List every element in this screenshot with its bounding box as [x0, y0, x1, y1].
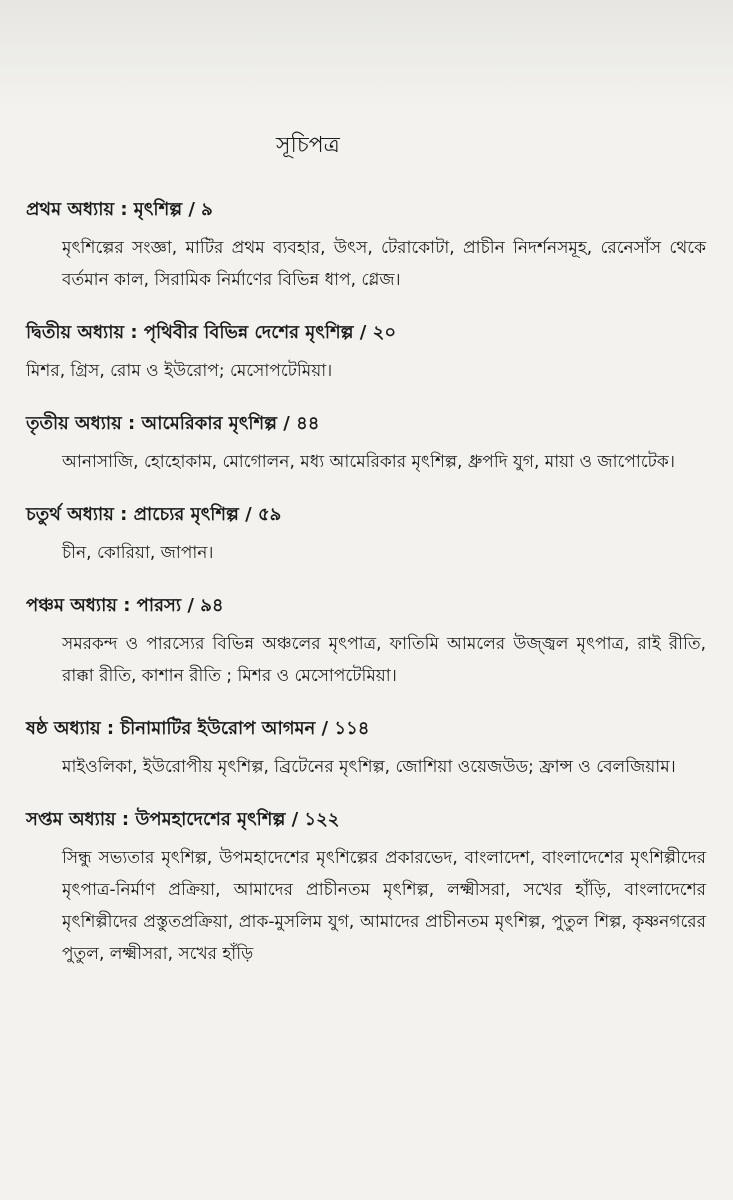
chapter-topics: সিন্ধু সভ্যতার মৃৎশিল্প, উপমহাদেশের মৃৎশিল্পের প্রকারভেদ, বাংলাদেশ, বাংলাদেশের মৃৎশিল্পীদের মৃৎপাত্র-নির্মাণ প্রক্রিয়া, আমাদের প্রাচীনতম মৃৎশিল্প, লক্ষ্মীসরা, সখের হাঁড়ি, বাংলাদেশের মৃৎশিল্পীদের প্রস্তুতপ্রক্রিয়া, প্রাক-মুসলিম যুগ, আমাদের প্রাচীনতম মৃৎশিল্প, পুতুল শিল্প, কৃষ্ণনগরের পুতুল, লক্ষ্মীসরা, সখের হাঁড়ি	[62, 848, 706, 964]
show-through-text	[0, 0, 733, 110]
chapter-5	[26, 591, 706, 692]
chapter-topics: মৃৎশিল্পের সংজ্ঞা, মাটির প্রথম ব্যবহার, উৎস, টেরাকোটা, প্রাচীন নিদর্শনসমূহ, রেনেসাঁস থেকে বর্তমান কাল, সিরামিক নির্মাণের বিভিন্ন ধাপ, গ্লেজ।	[62, 238, 706, 290]
chapter-heading: প্রথম অধ্যায় : মৃৎশিল্প / ৯	[26, 199, 213, 220]
chapter-heading: চতুর্থ অধ্যায় : প্রাচ্যের মৃৎশিল্প / ৫৯	[26, 504, 282, 525]
chapter-topics: মাইওলিকা, ইউরোপীয় মৃৎশিল্প, ব্রিটেনের মৃৎশিল্প, জোশিয়া ওয়েজউড; ফ্রান্স ও বেলজিয়াম।	[62, 757, 676, 777]
chapter-heading: ষষ্ঠ অধ্যায় : চীনামাটির ইউরোপ আগমন / ১১৪	[26, 718, 370, 739]
chapter-6	[26, 714, 706, 783]
table-of-contents	[26, 128, 706, 970]
chapter-heading: পঞ্চম অধ্যায় : পারস্য / ৯৪	[26, 595, 224, 616]
chapter-7	[26, 805, 706, 970]
chapter-4	[26, 500, 706, 569]
chapter-topics: সমরকন্দ ও পারস্যের বিভিন্ন অঞ্চলের মৃৎপাত্র, ফাতিমি আমলের উজ্জ্বল মৃৎপাত্র, রাই রীতি, রাক্কা রীতি, কাশান রীতি ; মিশর ও মেসোপটেমিয়া।	[62, 634, 706, 686]
chapter-topics: মিশর, গ্রিস, রোম ও ইউরোপ; মেসোপটেমিয়া।	[26, 361, 333, 381]
chapter-heading: দ্বিতীয় অধ্যায় : পৃথিবীর বিভিন্ন দেশের মৃৎশিল্প / ২০	[26, 322, 397, 343]
chapter-3	[26, 409, 706, 478]
page-title: সূচিপত্র	[276, 133, 340, 158]
chapter-topics: আনাসাজি, হোহোকাম, মোগোলন, মধ্য আমেরিকার মৃৎশিল্প, ধ্রুপদি যুগ, মায়া ও জাপোটেক।	[62, 452, 675, 472]
chapter-heading: তৃতীয় অধ্যায় : আমেরিকার মৃৎশিল্প / ৪৪	[26, 413, 320, 434]
chapter-topics: চীন, কোরিয়া, জাপান।	[62, 543, 214, 563]
chapter-heading: সপ্তম অধ্যায় : উপমহাদেশের মৃৎশিল্প / ১২২	[26, 809, 340, 830]
chapter-2	[26, 318, 706, 387]
chapter-1	[26, 195, 706, 296]
